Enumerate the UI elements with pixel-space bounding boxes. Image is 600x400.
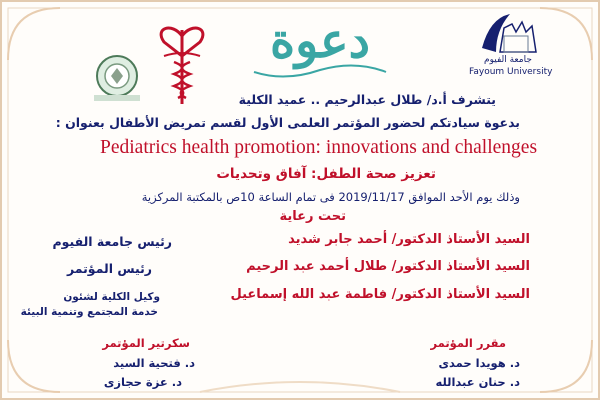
- conference-title-arabic: تعزيز صحة الطفل: آفاق وتحديات: [216, 166, 436, 182]
- patron-role-3-continued: خدمة المجتمع وتنمية البيئة: [20, 306, 158, 318]
- rapporteur-name-2: د. حنان عبدالله: [435, 375, 520, 389]
- title-ornament: [250, 62, 390, 82]
- patron-role-1: رئيس جامعة الفيوم: [52, 234, 172, 249]
- fayoum-university-logo-icon: [474, 8, 552, 56]
- dean-invitation-line: يتشرف أ.د/ طلال عبدالرحيم .. عميد الكلية: [238, 92, 496, 107]
- patron-role-3: وكيل الكلية لشئون: [63, 291, 160, 303]
- secretary-name-2: د. عزة حجازى: [103, 375, 182, 389]
- conference-date-line: وذلك يوم الأحد الموافق 2019/11/17 فى تمام الساعة 10ص بالمكتبة المركزية: [141, 190, 520, 204]
- secretary-heading: سكرتير المؤتمر: [102, 336, 190, 350]
- secretary-name-1: د. فتحية السيد: [113, 356, 195, 370]
- caduceus-heart-icon: [144, 8, 220, 108]
- university-logo-label: Fayoum University: [469, 67, 553, 77]
- rapporteur-heading: مقرر المؤتمر: [430, 336, 506, 350]
- invitation-purpose-line: بدعوة سيادتكم لحضور المؤتمر العلمى الأول لقسم تمريض الأطفال بعنوان :: [55, 115, 520, 130]
- nursing-faculty-emblem-icon: [88, 54, 146, 102]
- patron-name-3: السيد الأستاذ الدكتور/ فاطمة عبد الله إسماعيل: [230, 287, 530, 302]
- invitation-title: دعوة: [270, 13, 370, 69]
- patron-role-2: رئيس المؤتمر: [66, 261, 152, 276]
- patron-name-1: السيد الأستاذ الدكتور/ أحمد جابر شديد: [288, 232, 530, 247]
- university-logo-arabic: جامعة الفيوم: [484, 55, 532, 65]
- patronage-heading: تحت رعاية: [279, 209, 346, 224]
- patron-name-2: السيد الأستاذ الدكتور/ طلال أحمد عبد الرحيم: [246, 259, 530, 274]
- rapporteur-name-1: د. هويدا حمدى: [438, 356, 520, 370]
- conference-title-english: Pediatrics health promotion: innovations and challenges: [100, 137, 538, 158]
